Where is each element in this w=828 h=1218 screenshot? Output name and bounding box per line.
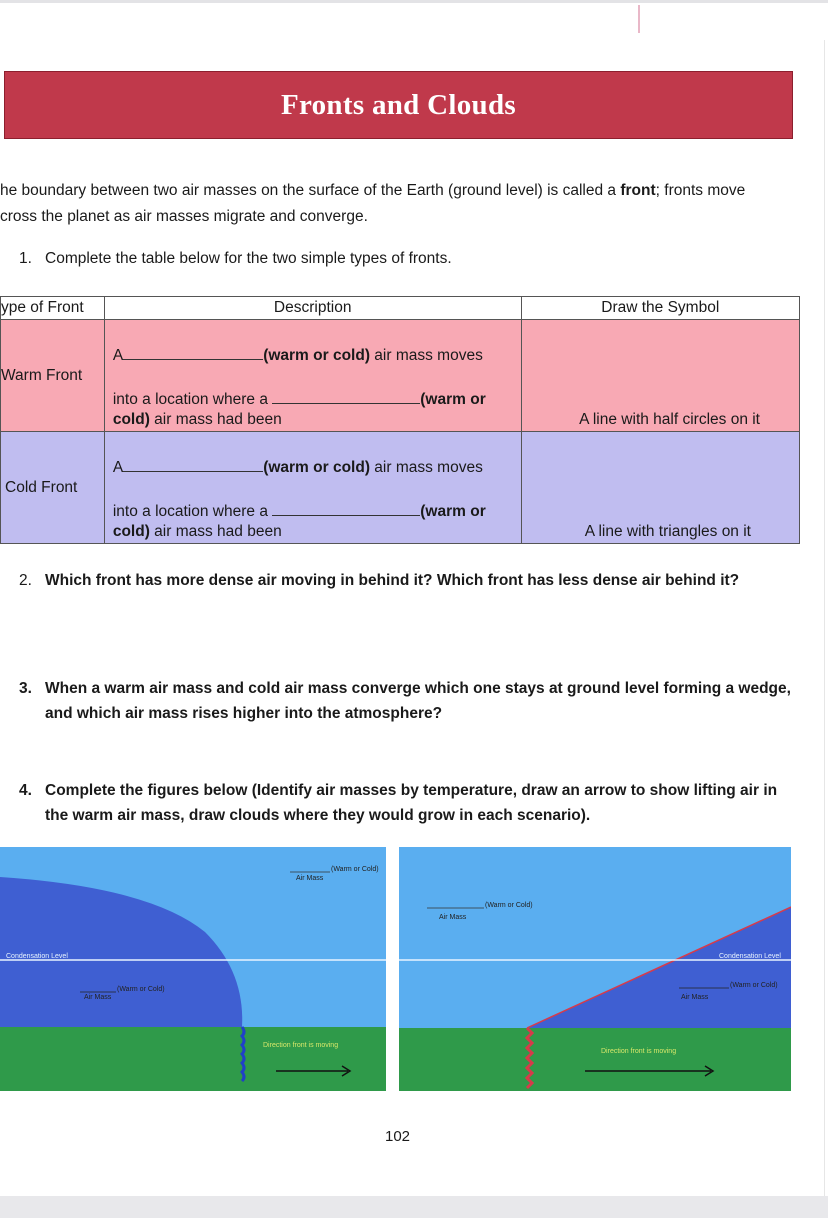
question-3-line-1: When a warm air mass and cold air mass converge which one stays at ground level forming a wedge, (45, 680, 791, 697)
question-2-number: 2. (19, 572, 32, 589)
question-4-number: 4. (19, 782, 32, 799)
cold-blank-1[interactable] (123, 457, 263, 472)
cold-choice-2a: (warm or (420, 502, 486, 520)
page-top-edge (0, 0, 828, 3)
intro-line-2: cross the planet as air masses migrate and converge. (0, 208, 368, 225)
header-type: ype of Front (1, 297, 105, 320)
intro-text-b: ; fronts move (655, 182, 746, 199)
intro-paragraph (0, 178, 820, 230)
right-direction-label: Direction front is moving (601, 1048, 677, 1055)
cold-a-prefix: A (112, 458, 124, 476)
cold-choice-2b: cold) (112, 522, 150, 540)
cold-into-text: into a location where a (112, 502, 268, 520)
cold-front-diagram[interactable] (399, 847, 791, 1091)
warm-had-been-text: air mass had been (149, 410, 282, 428)
left-top-warm-or-cold: (Warm or Cold) (331, 866, 379, 873)
pink-margin-mark (638, 5, 640, 33)
warm-front-label: Warm Front (1, 320, 105, 432)
page-title: Fronts and Clouds (280, 88, 517, 121)
warm-choice-2b: cold) (112, 410, 150, 428)
right-top-warm-or-cold: (Warm or Cold) (485, 902, 533, 909)
warm-front-symbol-line (242, 1027, 244, 1081)
ground (399, 1028, 791, 1091)
question-2-text: Which front has more dense air moving in behind it? Which front has less dense air behind it? (45, 572, 740, 589)
cold-moves-text: air mass moves (369, 458, 483, 476)
intro-bold-front: front (620, 182, 656, 199)
header-description: Description (104, 297, 521, 320)
right-low-warm-or-cold: (Warm or Cold) (730, 982, 778, 989)
ground (0, 1027, 386, 1091)
left-condensation-label: Condensation Level (6, 953, 68, 960)
table-row-warm-front (1, 320, 800, 432)
warm-front-description (104, 320, 521, 432)
warm-choice-1: (warm or cold) (263, 346, 370, 364)
question-1-number: 1. (19, 250, 32, 267)
warm-blank-1[interactable] (123, 345, 263, 360)
question-1-text: Complete the table below for the two simple types of fronts. (45, 250, 452, 267)
intro-text-a: he boundary between two air masses on the surface of the Earth (ground level) is called a (0, 182, 621, 199)
left-direction-label: Direction front is moving (263, 1042, 339, 1049)
cold-choice-1: (warm or cold) (263, 458, 370, 476)
right-condensation-label: Condensation Level (719, 953, 781, 960)
title-banner (4, 71, 793, 139)
cold-front-label: Cold Front (1, 432, 105, 544)
warm-front-diagram[interactable] (0, 847, 386, 1091)
page-number: 102 (385, 1128, 411, 1145)
warm-symbol-description: A line with half circles on it (579, 410, 760, 428)
warm-blank-2[interactable] (272, 389, 420, 404)
warm-into-text: into a location where a (112, 390, 268, 408)
warm-front-symbol-cell[interactable] (521, 320, 799, 432)
page-bottom-edge (0, 1196, 828, 1218)
warm-moves-text: air mass moves (369, 346, 483, 364)
question-3-line-2: and which air mass rises higher into the atmosphere? (45, 705, 443, 722)
question-3-number: 3. (19, 680, 32, 697)
cold-front-description (104, 432, 521, 544)
table-row-cold-front (1, 432, 800, 544)
page-right-edge (824, 40, 825, 1200)
question-4-line-2: the warm air mass, draw clouds where they would grow in each scenario). (45, 807, 591, 824)
left-low-air-mass: Air Mass (84, 994, 112, 1001)
cold-symbol-description: A line with triangles on it (584, 522, 751, 540)
cold-blank-2[interactable] (272, 501, 420, 516)
right-top-air-mass: Air Mass (439, 914, 467, 921)
intro-line-1 (0, 178, 820, 204)
left-low-warm-or-cold: (Warm or Cold) (117, 986, 165, 993)
fronts-table (0, 296, 800, 544)
cold-front-symbol-cell[interactable] (521, 432, 799, 544)
right-low-air-mass: Air Mass (681, 994, 709, 1001)
question-4-line-1: Complete the figures below (Identify air masses by temperature, draw an arrow to show lifting air in (45, 782, 778, 799)
cold-had-been-text: air mass had been (149, 522, 282, 540)
warm-a-prefix: A (112, 346, 124, 364)
header-symbol: Draw the Symbol (521, 297, 799, 320)
warm-choice-2a: (warm or (420, 390, 486, 408)
left-top-air-mass: Air Mass (296, 875, 324, 882)
